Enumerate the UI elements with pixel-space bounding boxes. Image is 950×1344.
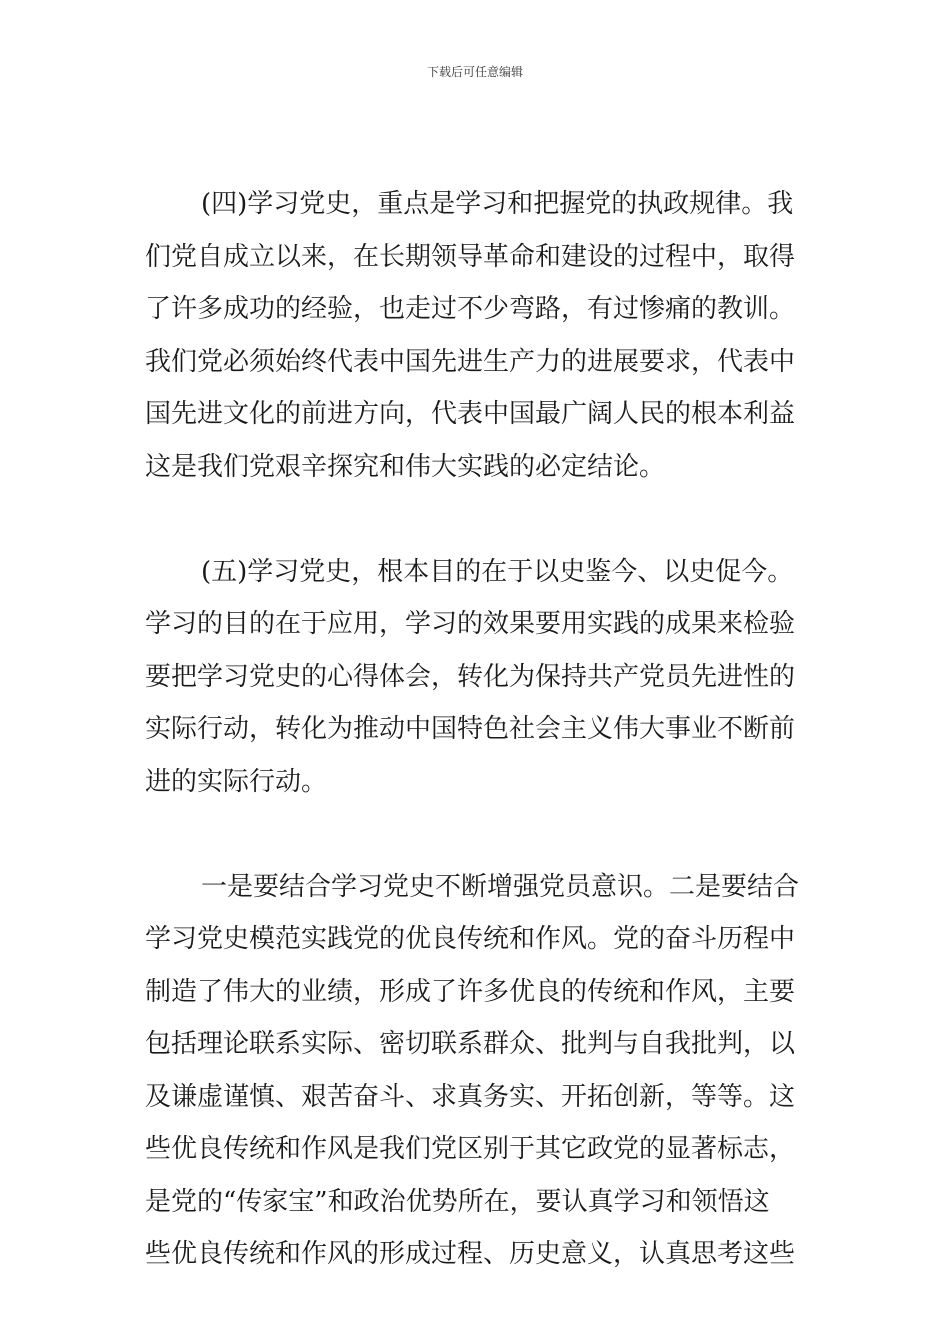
paragraph-four	[145, 178, 807, 493]
paragraph-gap	[145, 808, 807, 861]
text-line: 国先进文化的前进方向，代表中国最广阔人民的根本利益	[145, 399, 796, 429]
text-line: 这是我们党艰辛探究和伟大实践的必定结论。	[145, 451, 666, 482]
document-body	[145, 178, 807, 1281]
text-line: 进的实际行动。	[145, 766, 328, 797]
paragraph-gap	[145, 493, 807, 546]
text-line: 学习的目的在于应用，学习的效果要用实践的成果来检验	[145, 609, 796, 639]
text-line: 了许多成功的经验，也走过不少弯路，有过惨痛的教训。	[145, 294, 796, 324]
text-line: 及谦虚谨慎、艰苦奋斗、求真务实、开拓创新，等等。这	[145, 1081, 796, 1112]
page-header-note: 下载后可任意编辑	[426, 65, 523, 79]
paragraph-five	[145, 546, 807, 809]
text-line: (四)学习党史，重点是学习和把握党的执政规律。我	[201, 189, 794, 219]
text-line: 制造了伟大的业绩，形成了许多优良的传统和作风，主要	[145, 976, 796, 1007]
text-line: (五)学习党史，根本目的在于以史鉴今、以史促今。	[201, 556, 794, 587]
text-line: 包括理论联系实际、密切联系群众、批判与自我批判，以	[145, 1029, 796, 1059]
text-line: 些优良传统和作风的形成过程、历史意义，认真思考这些	[145, 1239, 796, 1269]
text-line: 要把学习党史的心得体会，转化为保持共产党员先进性的	[145, 661, 796, 692]
text-line: 学习党史模范实践党的优良传统和作风。党的奋斗历程中	[145, 924, 796, 954]
text-line: 实际行动，转化为推动中国特色社会主义伟大事业不断前	[145, 714, 796, 744]
text-line: 一是要结合学习党史不断增强党员意识。二是要结合	[201, 871, 800, 902]
text-line: 些优良传统和作风是我们党区别于其它政党的显著标志，	[145, 1134, 796, 1164]
text-line: 我们党必须始终代表中国先进生产力的进展要求，代表中	[145, 346, 796, 377]
text-line: 是党的“传家宝”和政治优势所在，要认真学习和领悟这	[145, 1186, 770, 1217]
paragraph-first-second	[145, 861, 807, 1281]
text-line: 们党自成立以来，在长期领导革命和建设的过程中，取得	[145, 241, 796, 272]
